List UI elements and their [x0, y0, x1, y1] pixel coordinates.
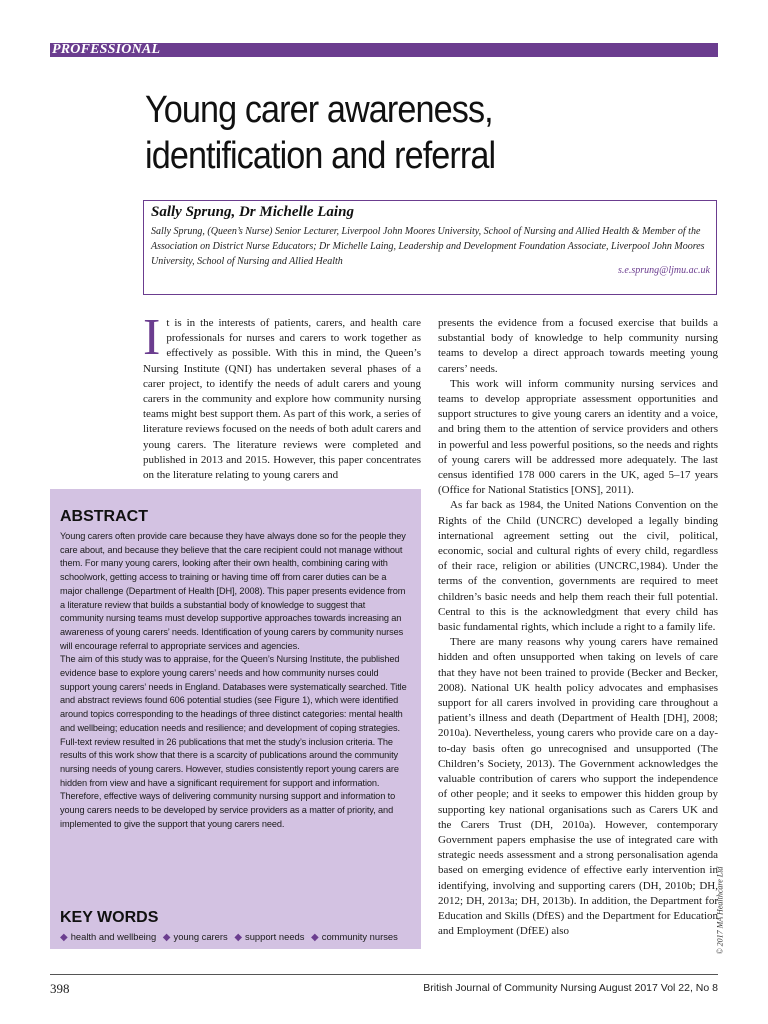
body-paragraph: This work will inform community nursing services and teams to develop appropriate assessment opportunities and support structures to give young carers an identity and a voice, and bring them to the attention of service providers and others in powerful and less powerful positions, so the needs and rights of young carers will be addressed more adequately. The last census identified 178 000 carers in the UK, aged 5–17 years (Office for National Statistics [ONS], 2011). — [438, 377, 718, 497]
abstract-paragraph-1: Young carers often provide care because they have always done so for the people they care about, and because they believe that the care recipient could not manage without them. For many young carers, looking after their own health, combining caring with schoolwork, getting access to training or having time off from carer duties can be a major challenge (Department of Health [DH], 2008). This paper presents evidence from a literature review that builds a substantial body of knowledge to suggest that community nursing teams must develop supportive approaches towards increasing an awareness of young carers’ needs. Identification of young carers by community nurses will encourage referral to appropriate services and agencies. — [60, 531, 406, 651]
keyword: community nurses — [321, 931, 398, 942]
right-column — [438, 316, 718, 939]
bullet-icon: ◆ — [234, 932, 243, 943]
affiliation: Sally Sprung, (Queen’s Nurse) Senior Lecturer, Liverpool John Moores University, School of Nursing and Allied Health & Member of the Association on District Nurse Educators; Dr Michelle Laing, Leadership and Development Foundation Associate, Liverpool John Moores University, School of Nursing and Allied Health — [151, 226, 705, 267]
title-line-1: Young carer awareness, — [145, 89, 493, 131]
keywords-heading: KEY WORDS — [60, 909, 159, 926]
abstract-text — [60, 530, 410, 831]
journal-citation: British Journal of Community Nursing August 2017 Vol 22, No 8 — [423, 982, 718, 994]
keyword: young carers — [173, 931, 228, 942]
body-paragraph: As far back as 1984, the United Nations Convention on the Rights of the Child (UNCRC) developed a legally binding international agreement setting out the civil, political, economic, social and cultural rights of every child, regardless of their race, religion or abilities (UNCRC,1984). Under the terms of the convention, governments are required to meet children’s basic needs and help them reach their full potential. Central to this is the acknowledgment that every child has basic fundamental rights, which include a right to a family life. — [438, 499, 718, 634]
bullet-icon: ◆ — [60, 932, 68, 943]
intro-paragraph — [143, 309, 422, 483]
abstract-heading: ABSTRACT — [60, 508, 148, 525]
page-number: 398 — [50, 981, 70, 996]
body-paragraph: presents the evidence from a focused exercise that builds a substantial body of knowledge to help community nursing teams to develop a direct approach towards meeting young carers’ needs. — [438, 317, 718, 375]
abstract-paragraph-2: The aim of this study was to appraise, for the Queen’s Nursing Institute, the published evidence base to explore young carers’ needs and how community nurses could support young carers’ needs in England. Databases were systematically searched. Title and abstract reviews found 606 potential studies (see Figure 1), which were identified around topics corresponding to the headings of three distinct categories: mental health and wellbeing; education needs and resilience; and development of coping strategies. Full-text review resulted in 26 publications that met the study’s inclusion criteria. The results of this work show that there is a scarcity of publications around the community nursing needs of young carers. However, studies consistently report young carers are hidden from view and have a significant requirement for support and information. Therefore, effective ways of delivering community nursing support and information to young carers needs to be developed by service providers as a matter of priority, and implemented to give the support that young carers need. — [60, 654, 407, 829]
copyright-note — [715, 858, 734, 968]
drop-cap: I — [143, 309, 161, 366]
title-line-2: identification and referral — [145, 135, 496, 177]
article-title — [145, 87, 649, 179]
keyword: support needs — [245, 931, 305, 942]
copyright-text: © 2017 MA Healthcare Ltd — [715, 866, 725, 955]
footer-rule — [50, 974, 718, 975]
bullet-icon: ◆ — [162, 932, 171, 943]
bullet-icon: ◆ — [311, 932, 319, 943]
section-label: PROFESSIONAL — [52, 42, 161, 57]
intro-text: t is in the interests of patients, carers, and health care professionals for nurses and carers to work together as effectively as possible. With this in mind, the Queen’s Nursing Institute (QNI) has undertaken several phases of a carer project, to identify the needs of adult carers and young carers in the community and explore how community nursing teams might best support them. As part of this work, a series of literature reviews focused on the needs of both adult carers and young carers. The literature reviews were completed and published in 2013 and 2015. However, this paper concentrates on the literature relating to young carers and — [143, 317, 422, 482]
keyword: health and wellbeing — [70, 931, 157, 942]
authors: Sally Sprung, Dr Michelle Laing — [151, 204, 354, 220]
body-paragraph: There are many reasons why young carers have remained hidden and often unsupported when taking on levels of care that they have not been trained to provide (Becker and Becker, 2008). National UK health policy advocates and emphasises support for all carers involved in providing care throughout a patient’s illness and death (Department of Health [DH], 2008; 2010a). Nevertheless, young carers who provide care on a day-to-day basis often go unrecognised and unsupported (The Children’s Society, 2013). The Government acknowledges the valuable contribution of carers who support the independence of other people; and it seeks to empower this hidden group by supporting key national organisations such as Carers UK and the Carers Trust (DH, 2010a). However, contemporary Government papers emphasise the use of integrated care with strategic needs assessment and a strong personalisation agenda based on emerging evidence of effective early intervention in identifying, involving and supporting carers (DH, 2010b; DH, 2012; DH, 2013a; DH, 2013b). In addition, the Department for Education and Skills (DfES) and the Department for Education and Employment (DfEE) also — [438, 636, 718, 938]
author-email[interactable]: s.e.sprung@ljmu.ac.uk — [618, 265, 710, 276]
keywords-list — [60, 931, 415, 943]
